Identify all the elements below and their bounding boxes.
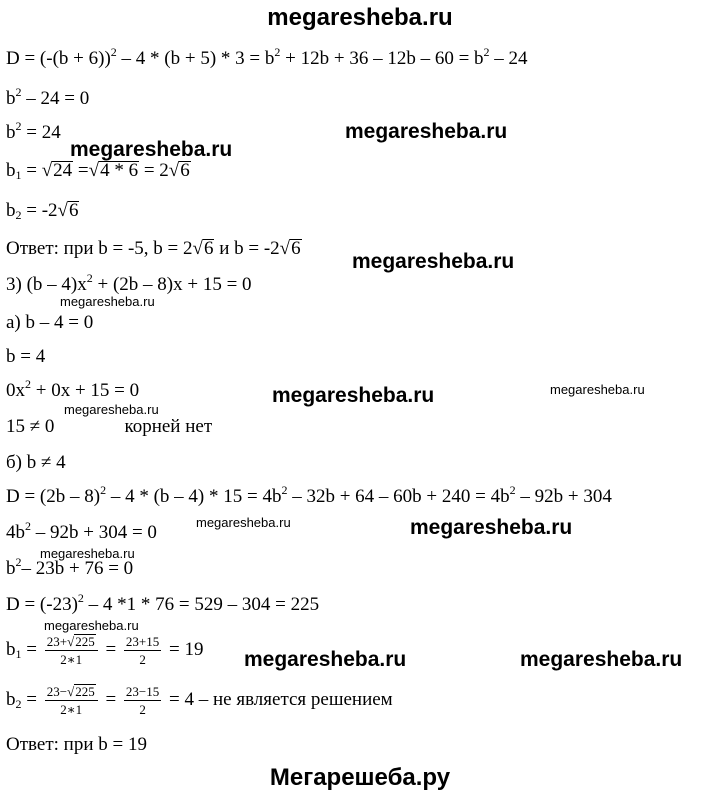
watermark: megaresheba.ru bbox=[345, 120, 508, 143]
equation-line-4: $b_1 = √24 =√4 * 6 = 2√6$ bbox=[6, 160, 190, 182]
case-a-heading: а) b – 4 = 0 bbox=[6, 312, 94, 333]
watermark: megaresheba.ru bbox=[60, 294, 155, 309]
fraction: $\frac{23-√225}{2∗1}$ bbox=[45, 684, 98, 717]
equation-line-18: $b_2$ = $\frac{23-√225}{2∗1}$ = $\frac{23-15}{2}$ = 4 – не является решением bbox=[6, 684, 393, 717]
equation-line-3: $b^2 = 24$ bbox=[6, 119, 61, 143]
watermark: megaresheba.ru bbox=[44, 618, 139, 633]
watermark: megaresheba.ru bbox=[410, 516, 573, 539]
equation-line-15: $b^2-$ 23b + 76 = 0 bbox=[6, 555, 134, 579]
equation-line-16: $D = (-23)^2 - 4$ *1 * 76 = 529 – 304 = 225 bbox=[6, 591, 320, 615]
equation-line-13: $D = (2b - 8)^2 - 4 * (b - 4) * 15 = 4b^2 - 32b + 64 - 60b + 240 = 4b^2 - 92b + 304$ bbox=[6, 483, 612, 507]
equation-line-1: $D = (-(b + 6))^2 - 4 * (b + 5) * 3 = b^2 + 12b + 36 - 12b - 60 = b^2 - 24$ bbox=[6, 45, 528, 69]
site-header: megaresheba.ru bbox=[267, 4, 453, 31]
answer-line-1: Ответ: при b = -5, b = 2√6 и b = -2√6 bbox=[6, 238, 301, 259]
fraction: $\frac{23+√225}{2∗1}$ bbox=[45, 634, 98, 667]
equation-line-10: $0x^2 + 0x + 15 = 0$ bbox=[6, 377, 140, 401]
watermark: megaresheba.ru bbox=[64, 402, 159, 417]
case-b-heading: б) b ≠ 4 bbox=[6, 452, 66, 473]
equation-line-5: $b_2 = -2√6$ bbox=[6, 200, 79, 222]
equation-line-17: $b_1$ = $\frac{23+√225}{2∗1}$ = $\frac{23+15}{2}$ = 19 bbox=[6, 634, 204, 667]
watermark: megaresheba.ru bbox=[40, 546, 135, 561]
watermark: megaresheba.ru bbox=[196, 515, 291, 530]
watermark: megaresheba.ru bbox=[550, 382, 645, 397]
answer-line-2: Ответ: при b = 19 bbox=[6, 734, 147, 755]
equation-line-11: 15 ≠ 0 корней нет bbox=[6, 416, 213, 437]
watermark: megaresheba.ru bbox=[520, 648, 683, 671]
watermark: megaresheba.ru bbox=[244, 648, 407, 671]
watermark: megaresheba.ru bbox=[272, 384, 435, 407]
fraction: $\frac{23+15}{2}$ bbox=[125, 634, 160, 667]
watermark: megaresheba.ru bbox=[352, 250, 515, 273]
fraction: $\frac{23-15}{2}$ bbox=[125, 684, 160, 717]
site-footer: Мегарешеба.ру bbox=[269, 764, 451, 791]
equation-line-9: b = 4 bbox=[6, 346, 46, 367]
equation-line-2: $b^2 - 24 = 0$ bbox=[6, 85, 90, 109]
problem-3-statement: 3) $(b - 4)x^2 + (2b - 8)x + 15 = 0$ bbox=[6, 271, 252, 295]
equation-line-14: $4b^2 - 92b + 304 = 0$ bbox=[6, 519, 157, 543]
watermark: megaresheba.ru bbox=[70, 138, 233, 161]
